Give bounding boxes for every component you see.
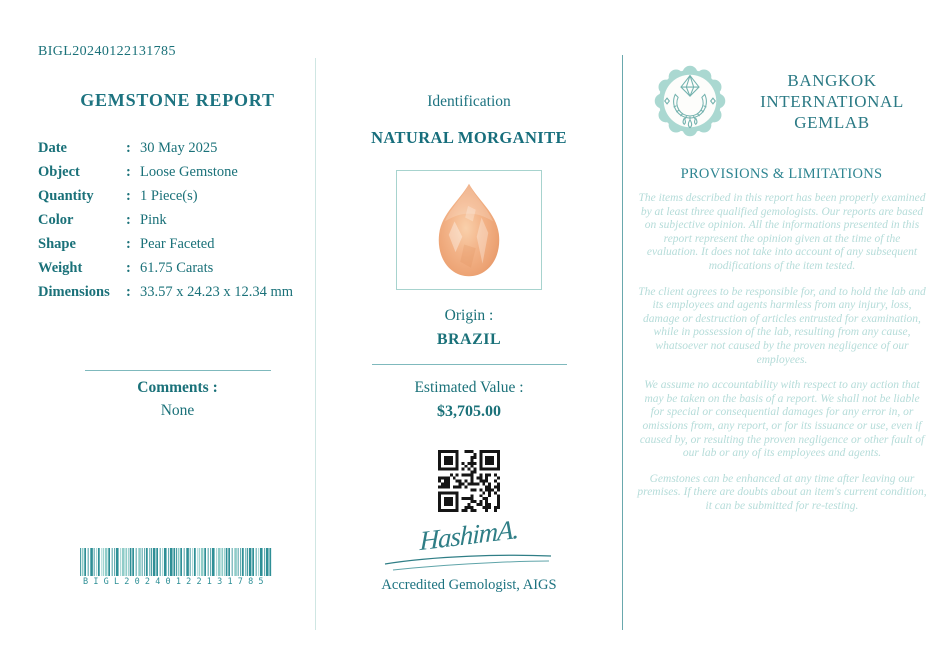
lab-header: [649, 60, 925, 142]
table-row: [38, 189, 306, 204]
signature-name: HashimA.: [419, 513, 519, 557]
field-label: Dimensions: [38, 284, 110, 300]
identification-panel: [316, 0, 622, 665]
origin-value: BRAZIL: [436, 331, 502, 348]
field-separator: :: [126, 236, 131, 252]
field-separator: :: [126, 212, 131, 228]
identification-result: NATURAL MORGANITE: [371, 128, 567, 147]
estimated-value-label: Estimated Value :: [414, 379, 524, 396]
table-row: [38, 237, 306, 252]
field-value: Loose Gemstone: [140, 164, 238, 180]
field-value: Pink: [140, 212, 167, 228]
field-value: 1 Piece(s): [140, 188, 198, 204]
gemstone-image: [425, 177, 513, 283]
report-fields-table: [38, 141, 306, 309]
field-label: Shape: [38, 236, 76, 252]
barcode-bars: [80, 548, 272, 576]
comments-value: None: [160, 402, 195, 419]
comments-label: Comments :: [137, 379, 218, 396]
provisions-paragraphs: [637, 192, 927, 525]
lab-panel: [623, 0, 940, 665]
qr-code: [438, 450, 500, 512]
provisions-paragraph: The client agrees to be responsible for, and to hold the lab and its employees and agents harmless from any injury, loss, damage or destruction of articles entrusted for examination, while in possession of the lab, resulting from any cause, whatsoever not caused by the proven negligence of our employees.: [638, 285, 926, 366]
field-separator: :: [126, 164, 131, 180]
table-row: [38, 285, 306, 300]
field-label: Weight: [38, 260, 83, 276]
lab-name-line: INTERNATIONAL: [760, 91, 904, 111]
identification-heading: Identification: [427, 93, 511, 110]
report-number: BIGL20240122131785: [38, 44, 176, 59]
lab-name-line: GEMLAB: [794, 112, 870, 132]
field-label: Date: [38, 140, 67, 156]
field-separator: :: [126, 188, 131, 204]
field-label: Color: [38, 212, 74, 228]
signature: [379, 513, 559, 572]
field-separator: :: [126, 284, 131, 300]
field-value: Pear Faceted: [140, 236, 215, 252]
barcode-text: BIGL20240122131785: [83, 577, 269, 587]
qr-code-box: [438, 450, 500, 512]
comments-divider: [85, 370, 271, 371]
estimated-value-amount: $3,705.00: [437, 403, 501, 420]
field-label: Quantity: [38, 188, 94, 204]
provisions-paragraph: Gemstones can be enhanced at any time after leaving our premises. If there are doubts about an item's current condition, it can be submitted for re-testing.: [637, 472, 927, 512]
table-row: [38, 141, 306, 156]
lab-name: [739, 70, 925, 133]
field-value: 33.57 x 24.23 x 12.34 mm: [140, 284, 294, 300]
lab-name-line: BANGKOK: [787, 70, 877, 90]
field-separator: :: [126, 260, 131, 276]
field-label: Object: [38, 164, 80, 180]
signature-flourish: [379, 554, 559, 574]
gemstone-photo-frame: [396, 170, 542, 290]
report-title: GEMSTONE REPORT: [80, 90, 275, 110]
table-row: [38, 261, 306, 276]
provisions-paragraph: The items described in this report has been properly examined by at least three qualified gemologists. Our reports are based on subjective opinion. All the informations presented in this report represent the opinion given at the time of the evaluation. It does not take into account of any subsequent modifications of the item tested.: [638, 192, 926, 272]
provisions-title: PROVISIONS & LIMITATIONS: [680, 166, 883, 182]
field-separator: :: [126, 140, 131, 156]
gemologist-line: Accredited Gemologist, AIGS: [381, 577, 557, 593]
lab-logo-icon: [649, 60, 731, 142]
field-value: 61.75 Carats: [140, 260, 214, 276]
provisions-paragraph: We assume no accountability with respect to any action that may be taken on the basis of a report. We shall not be liable for special or consequential damages for any error in, or omissions from, any report, or for its issuance or use, even if caused by, or resulting the proven negligence or other fault of our lab or any of its employees and agents.: [639, 379, 925, 460]
origin-label: Origin :: [444, 307, 494, 324]
table-row: [38, 213, 306, 228]
value-divider: [372, 364, 567, 365]
barcode: [80, 548, 272, 587]
field-value: 30 May 2025: [140, 140, 218, 156]
table-row: [38, 165, 306, 180]
